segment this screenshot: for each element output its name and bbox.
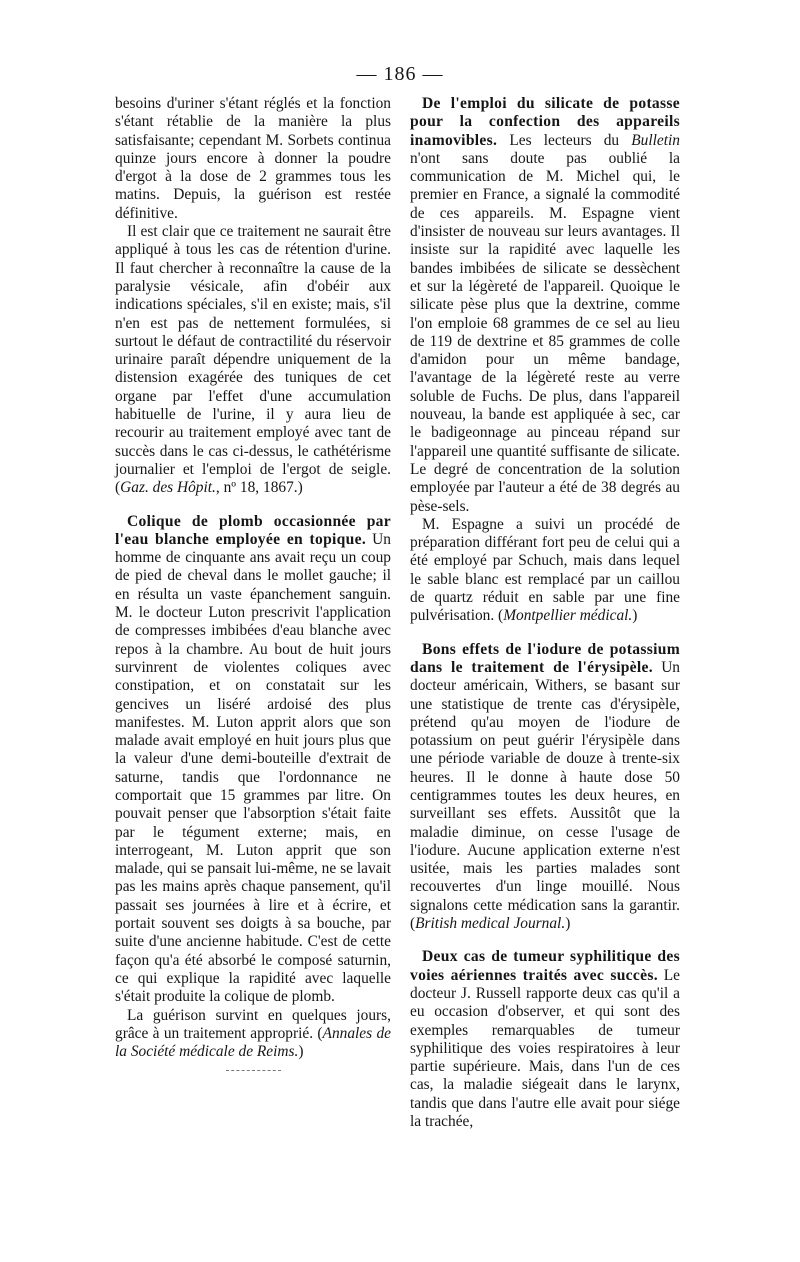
article-body: Un docteur américain, Withers, se basant sur une statistique de trente cas d'érysipèle, prétend qu'au moyen de l'iodure de potassium on peut guérir l'érysipèle dans une période variable de douze à trente-six heures. Il le donne à haute dose 50 centigrammes toutes les deux heures, en surveillant ses effets. Aussitôt que la maladie diminue, on cesse l'usage de l'iodure. Aucune application externe n'est usitée, mais les parties malades sont recouvertes d'un linge mouillé. Nous signalons cette médication sans la garantir. ( — [410, 658, 680, 933]
article-body: n'ont sans doute pas oublié la communication de M. Michel qui, le premier en France, a signalé la commodité de ces appareils. M. Espagne vient d'insister de nouveau sur leurs avantages. Il insiste sur la rapidité avec laquelle les bandes imbibées de silicate se dessèchent et sur la légèreté de l'appareil. Quoique le silicate pèse plus que la dextrine, comme l'on emploie 68 grammes de ce sel au lieu de 119 de dextrine et 85 grammes de colle d'amidon pour un même bandage, l'avantage de la légèreté reste au verre soluble de Fuchs. De plus, dans l'appareil nouveau, la bande est appliquée à sec, car le badigeonnage au pinceau répand sur l'appareil une quantité suffisante de silicate. Le degré de concentration de la solution employée par l'auteur a été de 38 degrés au pèse-sels. — [410, 149, 680, 515]
article-body: Un homme de cinquante ans avait reçu un coup de pied de cheval dans le mollet gauche; il en résulta un vaste épanchement sanguin. M. le docteur Luton prescrivit l'application de compresses imbibées d'eau blanche avec repos à la chambre. Au bout de huit jours survinrent de violentes coliques avec constipation, et on constatait sur les gencives un liséré ardoisé des plus manifestes. M. Luton apprit alors que son malade avait employé en huit jours plus que la valeur d'une demi-bouteille d'extrait de saturne, tandis que l'ordonnance ne comportait que 15 grammes par litre. On pouvait penser que l'absorption s'était faite par le tégument externe; mais, en interrogeant, M. Luton apprit que son malade, qui se pansait lui-même, ne se lavait pas les mains après chaque pansement, qu'il passait ses journées à lire et à écrire, et portait souvent ses doigts à sa bouche, par suite d'une ancienne habitude. C'est de cette façon qu'a été absorbé le composé saturnin, ce qui explique la rapidité avec laquelle s'était produite la colique de plomb. — [115, 530, 391, 1006]
source-citation: British medical Journal. — [415, 915, 566, 933]
article-paragraph-2 — [410, 516, 680, 626]
section-divider — [226, 1070, 281, 1071]
paragraph-commentary — [115, 223, 391, 497]
article-body: Le docteur J. Russell rapporte deux cas qu'il a eu occasion d'observer, et qui sont des exemples remarquables de tumeur syphilitique des voies respiratoires à leur partie supérieure. Mais, dans l'un de ces cas, la maladie siégeait dans le larynx, tandis que dans l'autre elle avait pour siége la trachée, — [410, 966, 680, 1131]
citation-end: ) — [298, 1043, 304, 1061]
paragraph-continued: besoins d'uriner s'étant réglés et la fonction s'étant rétablie de la manière la plus satisfaisante; cependant M. Sorbets continua quinze jours encore à donner la poudre d'ergot à la dose de 2 grammes tous les matins. Depuis, la guérison est restée définitive. — [115, 95, 391, 222]
page-number: — 186 — — [356, 63, 444, 85]
article-silicate-de-potasse — [410, 95, 680, 516]
article-tumeur-syphilitique — [410, 948, 680, 1131]
article-body-start: Les lecteurs du — [509, 131, 632, 149]
article-heading: Bons effets de l'iodure de potassium dans le traitement de l'érysipèle. — [410, 640, 680, 676]
source-citation: Montpellier médical. — [503, 607, 633, 625]
article-heading: Colique de plomb occasionnée par l'eau blanche employée en topique. — [115, 512, 391, 548]
source-citation: Annales de la Société médicale de Reims. — [115, 1024, 391, 1061]
paragraph-commentary-text: Il est clair que ce traitement ne saurait être appliqué à tous les cas de rétention d'urine. Il faut chercher à reconnaître la cause de la paralysie vésicale, afin d'obéir aux indications spéciales, s'il en existe; mais, s'il n'en est pas de nettement formulées, si surtout le défaut de contractilité du réservoir urinaire paraît dépendre uniquement de la distension exagérée des tuniques de cet organe par l'effet d'une accumulation habituelle de l'urine, il y aura lieu de recourir au traitement employé avec tant de succès dans le cas ci-dessus, le cathétérisme journalier et l'emploi de l'ergot de seigle. ( — [115, 223, 391, 497]
article-heading: Deux cas de tumeur syphilitique des voies aériennes traités avec succès. — [410, 948, 680, 984]
citation-end: , nº 18, 1867.) — [215, 479, 303, 497]
citation-end: ) — [632, 607, 638, 625]
citation-end: ) — [565, 915, 571, 933]
article-paragraph-2-text: M. Espagne a suivi un procédé de préparation différant fort peu de celui qui a été employé par Schuch, mais dans lequel le sable blanc est remplacé par un caillou de quartz réduit en sable par une fine pulvérisation. ( — [410, 515, 680, 625]
article-heading: De l'emploi du silicate de potasse pour la confection des appareils inamovibles. — [410, 95, 680, 149]
article-colique-de-plomb — [115, 513, 391, 1007]
right-column — [410, 95, 680, 1131]
article-conclusion-text: La guérison survint en quelques jours, grâce à un traitement approprié. ( — [115, 1006, 391, 1042]
article-conclusion — [115, 1007, 391, 1062]
source-citation: Gaz. des Hôpit. — [120, 479, 216, 497]
left-column — [115, 95, 391, 1071]
journal-title: Bulletin — [631, 131, 680, 149]
article-iodure-de-potassium — [410, 641, 680, 934]
